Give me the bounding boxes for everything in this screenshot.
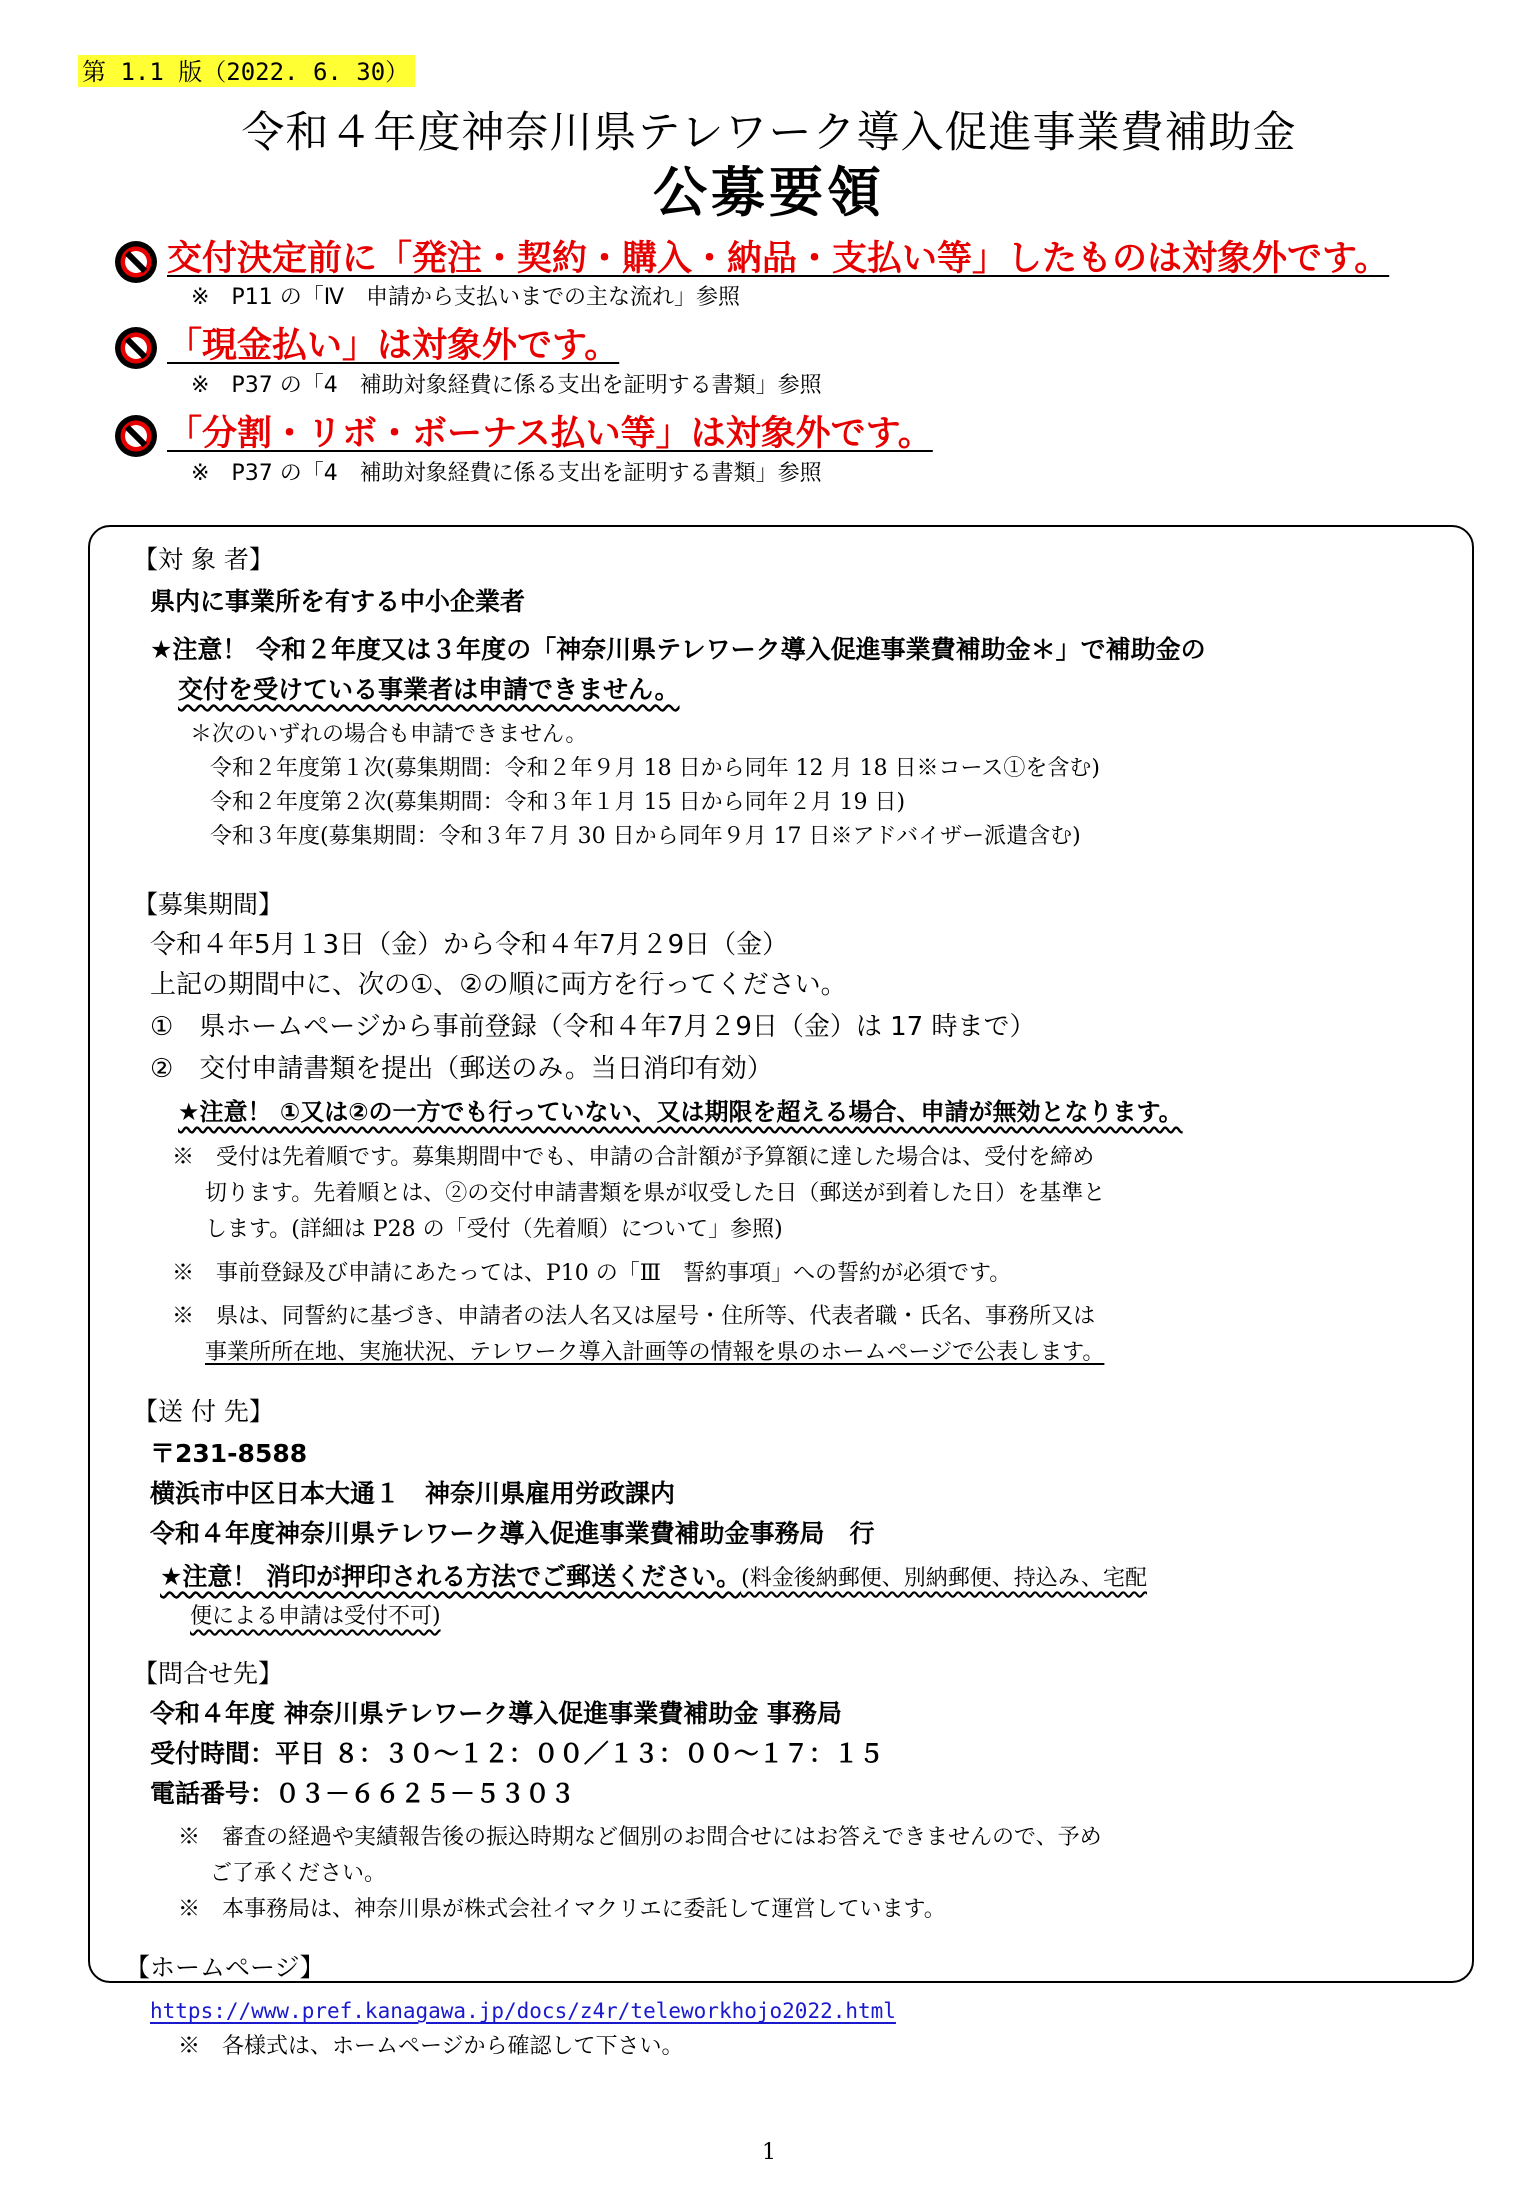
target-caution-line2: 交付を受けている事業者は申請できません。 [178,675,680,704]
document-title: 令和４年度神奈川県テレワーク導入促進事業費補助金 [241,108,1297,158]
send-caution-rest: (料金後納郵便、別納郵便、持込み、宅配 [741,1566,1148,1591]
send-postal: 〒231-8588 [150,1439,308,1468]
homepage-note: ※ 各様式は、ホームページから確認して下さい。 [178,2034,684,2059]
target-heading: 【対 象 者】 [133,545,274,574]
target-sub-item: 令和２年度第２次(募集期間：令和３年１月 15 日から同年２月 19 日) [210,790,906,815]
period-instruction: 上記の期間中に、次の①、②の順に両方を行ってください。 [150,970,847,1000]
send-caution [160,1560,1147,1597]
send-address: 横浜市中区日本大通１ 神奈川県雇用労政課内 [150,1479,676,1508]
document-subtitle: 公募要領 [653,161,885,224]
period-note2: ※ 事前登録及び申請にあたっては、P10 の「Ⅲ 誓約事項」への誓約が必須です。 [172,1261,1012,1286]
warning-1-note: ※ P11 の「Ⅳ 申請から支払いまでの主な流れ」参照 [191,285,740,310]
contact-phone: 電話番号：０３－６６２５－５３０３ [150,1779,576,1808]
contact-heading: 【問合せ先】 [133,1659,284,1688]
homepage-link[interactable]: https://www.pref.kanagawa.jp/docs/z4r/teleworkhojo2022.html [150,1999,896,2023]
contact-note2: ※ 本事務局は、神奈川県が株式会社イマクリエに委託して運営しています。 [178,1897,946,1922]
target-sub-item: 令和２年度第１次(募集期間：令和２年９月 18 日から同年 12 月 18 日※コース①を含む) [210,756,1101,781]
period-step1: ① 県ホームページから事前登録（令和４年7月２9日（金）は 17 時まで） [150,1012,1036,1042]
warning-3-text: 「分割・リボ・ボーナス払い等」は対象外です。 [167,414,933,454]
target-main: 県内に事業所を有する中小企業者 [150,587,526,616]
send-caution-line2: 便による申請は受付不可) [190,1604,441,1629]
contact-note1-line1: ※ 審査の経過や実績報告後の振込時期など個別のお問合せにはお答えできませんので、予め [178,1825,1102,1850]
send-office: 令和４年度神奈川県テレワーク導入促進事業費補助金事務局 行 [150,1519,875,1548]
period-caution: ★注意！ ①又は②の一方でも行っていない、又は期限を超える場合、申請が無効となります。 [178,1098,1183,1126]
prohibited-icon [113,325,159,371]
target-caution-line1: ★注意！ 令和２年度又は３年度の「神奈川県テレワーク導入促進事業費補助金＊」で補助金の [150,635,1206,664]
contact-note1-line2: ご了承ください。 [210,1861,387,1886]
period-note1-line1: ※ 受付は先着順です。募集期間中でも、申請の合計額が予算額に達した場合は、受付を締め [172,1145,1095,1170]
period-note1-line2: 切ります。先着順とは、②の交付申請書類を県が収受した日（郵送が到着した日）を基準と [205,1181,1106,1206]
homepage-heading: 【ホームページ】 [125,1953,325,1982]
warning-1-text: 交付決定前に「発注・契約・購入・納品・支払い等」したものは対象外です。 [167,239,1390,279]
period-note3-line2: 事業所所在地、実施状況、テレワーク導入計画等の情報を県のホームページで公表します。 [205,1340,1105,1365]
warning-2-text: 「現金払い」は対象外です。 [167,326,620,366]
contact-hours: 受付時間：平日 ８：３０～１２：００／１３：００～１７：１５ [150,1739,884,1768]
period-dates: 令和４年5月１3日（金）から令和４年7月２9日（金） [150,930,789,960]
contact-office: 令和４年度 神奈川県テレワーク導入促進事業費補助金 事務局 [150,1699,842,1728]
send-caution-bold: ★注意！ 消印が押印される方法でご郵送ください。 [160,1562,742,1591]
period-step2: ② 交付申請書類を提出（郵送のみ。当日消印有効） [150,1054,773,1084]
period-note1-line3: します。(詳細は P28 の「受付（先着順）について」参照) [205,1217,783,1242]
period-note3-line1: ※ 県は、同誓約に基づき、申請者の法人名又は屋号・住所等、代表者職・氏名、事務所又は [172,1304,1096,1329]
page-number: 1 [762,2140,776,2165]
warning-3-note: ※ P37 の「4 補助対象経費に係る支出を証明する書類」参照 [191,461,822,486]
period-heading: 【募集期間】 [133,890,284,919]
version-label: 第 1.1 版（2022. 6. 30） [78,55,415,87]
prohibited-icon [113,413,159,459]
send-heading: 【送 付 先】 [133,1397,274,1426]
prohibited-icon [113,239,159,285]
target-sub-intro: ＊次のいずれの場合も申請できません。 [190,722,588,747]
warning-2-note: ※ P37 の「4 補助対象経費に係る支出を証明する書類」参照 [191,373,822,398]
target-sub-item: 令和３年度(募集期間：令和３年７月 30 日から同年９月 17 日※アドバイザー派遣含む) [210,824,1081,849]
